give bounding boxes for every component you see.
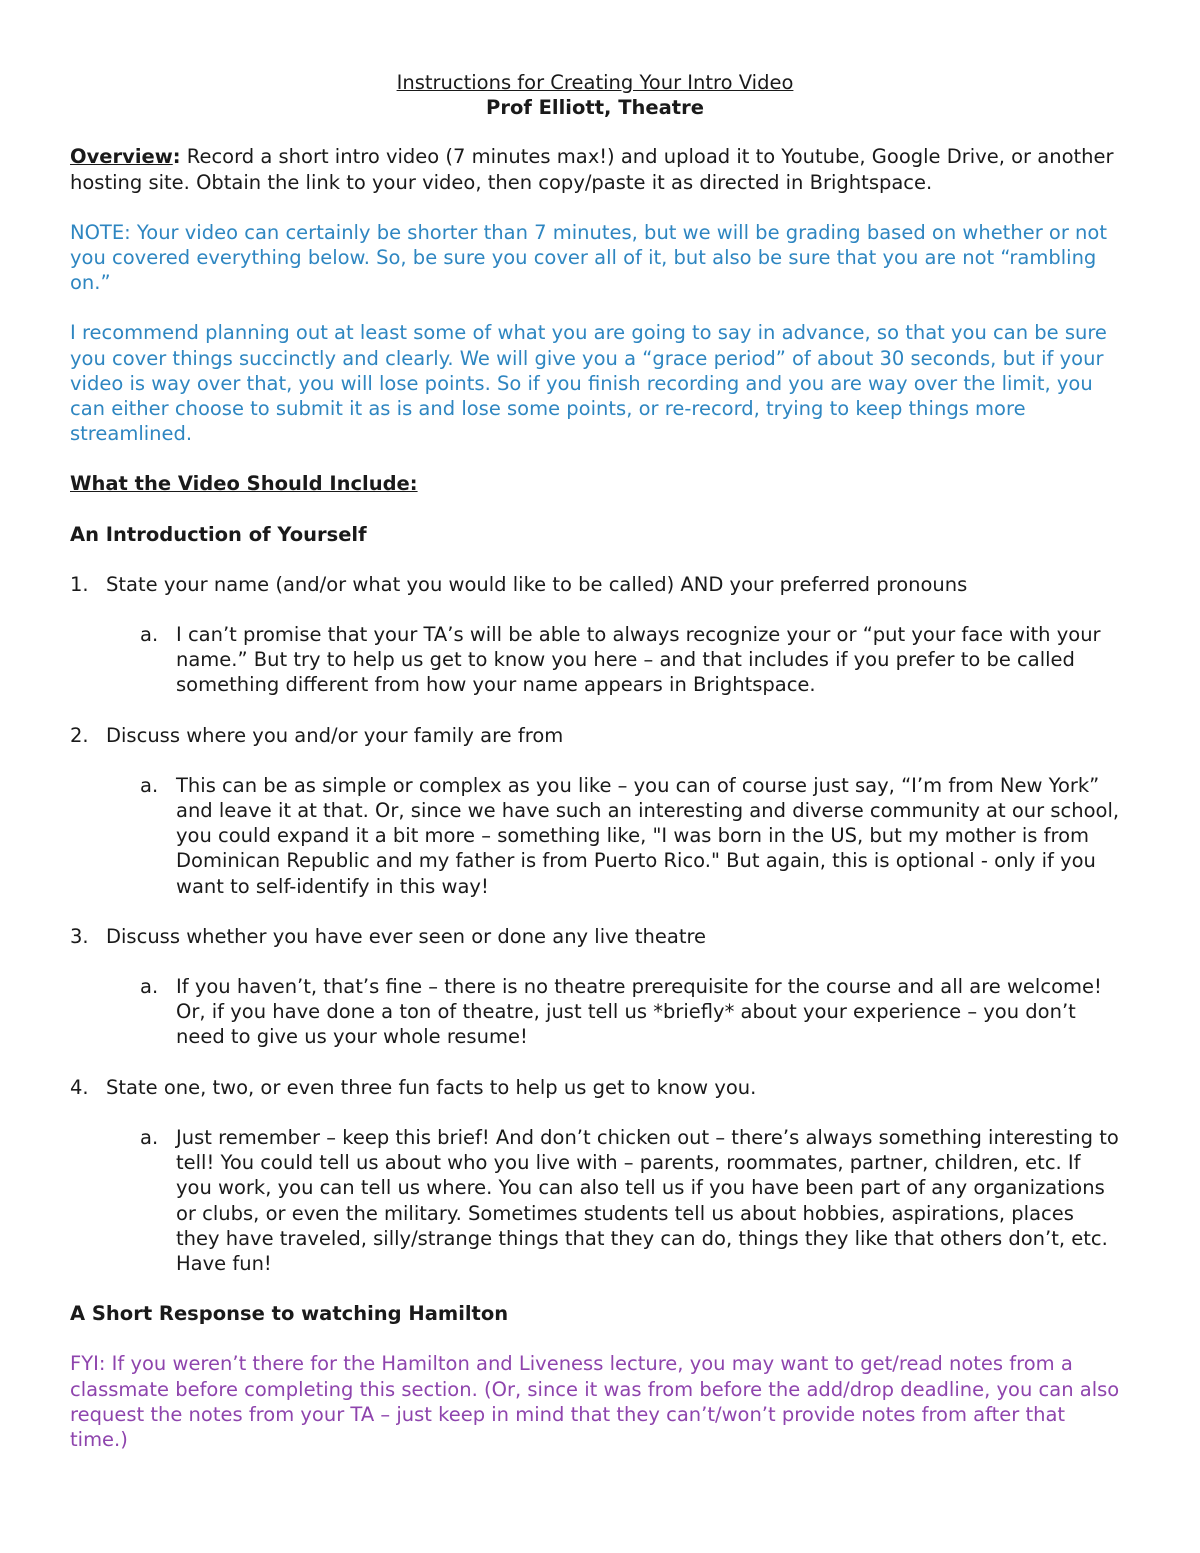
sub-list-text: If you haven’t, that’s fine – there is no theatre prerequisite for the course and all are welcome! Or, if you have done a ton of theatre, just tell us *briefly* about your experience – you don’t need to give us your whole resume! [176, 975, 1102, 1049]
sub-list-letter: a. [140, 1125, 159, 1149]
list-item [70, 924, 1120, 949]
sub-list-text: I can’t promise that your TA’s will be able to always recognize your or “put your face with your name.” But try to help us get to know you here – and that includes if you prefer to be called something different from how your name appears in Brightspace. [176, 623, 1101, 697]
overview-paragraph [70, 144, 1120, 194]
fyi-paragraph: FYI: If you weren’t there for the Hamilton and Liveness lecture, you may want to get/read notes from a classmate before completing this section. (Or, since it was from before the add/drop deadline, you can also request the notes from your TA – just keep in mind that they can’t/won’t provide notes from after that time.) [70, 1352, 1120, 1451]
note-paragraph: NOTE: Your video can certainly be shorter than 7 minutes, but we will be grading based on whether or not you covered everything below. So, be sure you cover all of it, but also be sure that you are not “rambling on.” [70, 220, 1107, 295]
list-item [70, 723, 1120, 748]
document-subtitle: Prof Elliott, Theatre [486, 96, 704, 120]
list-item-text: State one, two, or even three fun facts to help us get to know you. [106, 1075, 757, 1099]
list-number: 4. [70, 1075, 89, 1099]
list-number: 2. [70, 723, 89, 747]
overview-colon: : [172, 145, 181, 169]
sub-list-item [70, 622, 1120, 698]
overview-text: Record a short intro video (7 minutes max!) and upload it to Youtube, Google Drive, or another hosting site. Obtain the link to your video, then copy/paste it as directed in Brightspace. [70, 145, 1114, 194]
hamilton-heading: A Short Response to watching Hamilton [70, 1302, 509, 1326]
sub-list-letter: a. [140, 623, 159, 647]
list-item [70, 572, 1120, 597]
intro-heading: An Introduction of Yourself [70, 522, 367, 546]
sub-list-item [70, 1125, 1120, 1276]
sub-list-item [70, 974, 1120, 1050]
title-block [70, 70, 1120, 120]
overview-label: Overview [70, 145, 173, 169]
list-number: 1. [70, 572, 89, 596]
list-item-text: Discuss whether you have ever seen or done any live theatre [106, 924, 707, 948]
recommendation-paragraph: I recommend planning out at least some of what you are going to say in advance, so that you can be sure you cover things succinctly and clearly. We will give you a “grace period” of about 30 seconds, but if your video is way over that, you will lose points. So if you finish recording and you are way over the limit, you can either choose to submit it as is and lose some points, or re-record, trying to keep things more streamlined. [70, 321, 1107, 446]
sub-list-item [70, 773, 1120, 899]
sub-list-letter: a. [140, 975, 159, 999]
sub-list-letter: a. [140, 773, 159, 797]
list-number: 3. [70, 924, 89, 948]
document-title: Instructions for Creating Your Intro Video [396, 71, 794, 94]
include-heading: What the Video Should Include: [70, 472, 418, 496]
sub-list-text: Just remember – keep this brief! And don’t chicken out – there’s always something interesting to tell! You could tell us about who you live with – parents, roommates, partner, children, etc. If you work, you can tell us where. You can also tell us if you have been part of any organizations or clubs, or even the military. Sometimes students tell us about hobbies, aspirations, places they have traveled, silly/strange things that they can do, things they like that others don’t, etc. Have fun! [176, 1125, 1119, 1275]
sub-list-text: This can be as simple or complex as you like – you can of course just say, “I’m from New York” and leave it at that. Or, since we have such an interesting and diverse community at our school, you could expand it a bit more – something like, "I was born in the US, but my mother is from Dominican Republic and my father is from Puerto Rico." But again, this is optional - only if you want to self-identify in this way! [176, 773, 1120, 898]
list-item [70, 1075, 1120, 1100]
list-item-text: Discuss where you and/or your family are from [106, 723, 564, 747]
list-item-text: State your name (and/or what you would like to be called) AND your preferred pronouns [106, 572, 968, 596]
